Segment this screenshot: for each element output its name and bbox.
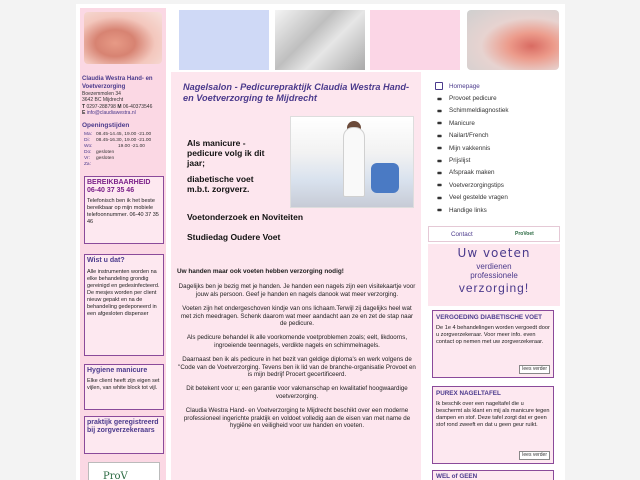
pedicure-photo xyxy=(467,10,559,70)
salon-photo xyxy=(290,116,414,208)
diabetic-foot-text: De 1e 4 behandelingen worden vergoedt door u zorgverzekeraar. Voor meer info. even contact op nemen met uw zorgverzekeraar. xyxy=(436,325,550,345)
header-pink-block xyxy=(370,10,460,70)
street: Boezemmolen 34 xyxy=(82,91,121,97)
nav-bullet-icon xyxy=(437,184,441,186)
hours-time: 19.00 -21.00 xyxy=(118,144,145,149)
nav-schimmeldiagnostiek[interactable] xyxy=(432,105,560,117)
nav-label: Veel gestelde vragen xyxy=(449,194,508,202)
course-line: diabetische voet xyxy=(187,174,254,184)
insurer-box xyxy=(84,416,164,454)
reachability-phone: 06-40 37 35 46 xyxy=(87,187,135,194)
paragraph: Dagelijks ben je bezig met je handen. Je handen een nagels zijn een visitekaartje voor jouw als persoon. Geef je handen en nagels danook wat meer verzorging. xyxy=(178,283,416,298)
slogan-line3: professionele xyxy=(470,271,518,280)
hours-day: Wo: xyxy=(84,144,93,149)
reachability-title: BEREIKBAARHEID xyxy=(87,179,151,186)
main-nav xyxy=(432,80,560,216)
hands-photo xyxy=(84,12,162,64)
hours-day: Za: xyxy=(84,162,91,167)
paragraph: Dit betekent voor u; een garantie voor vakmanschap en kwalitatief hoogwaardige voetverzorging. xyxy=(186,385,408,400)
header-blue-block xyxy=(179,10,269,70)
nav-bullet-icon xyxy=(437,110,441,112)
wel-of-geen-box xyxy=(432,470,554,480)
email-line xyxy=(82,110,166,116)
nav-tips[interactable] xyxy=(432,179,560,191)
diabetic-foot-title: VERGOEDING DIABETISCHE VOET xyxy=(436,314,543,321)
contact-info xyxy=(82,76,166,116)
slogan-line2: verdienen xyxy=(476,262,512,271)
diabetic-foot-box xyxy=(432,310,554,378)
nav-homepage[interactable] xyxy=(432,80,560,92)
treatment-chair xyxy=(371,163,399,193)
nav-label: Handige links xyxy=(449,206,487,214)
contact-bar xyxy=(428,226,560,242)
reachability-box xyxy=(84,176,164,244)
nav-vakkennis[interactable] xyxy=(432,142,560,154)
paragraph: Voeten zijn het ondergeschoven kindje van ons lichaam.Terwijl zij dagelijks heel wat met zich meedragen. Schenk daarom wat meer aandacht aan ze en zet de stap naar de pedicure. xyxy=(180,305,414,328)
nav-provoet-pedicure[interactable] xyxy=(432,92,560,104)
city: 3642 BC Mijdrecht xyxy=(82,97,124,104)
slogan-line4: verzorging! xyxy=(458,281,530,295)
nav-label: Afspraak maken xyxy=(449,169,495,177)
phone-label: T xyxy=(82,103,86,110)
nav-bullet-icon xyxy=(437,159,441,161)
paragraph: Als pedicure behandel ik alle voorkomende voetproblemen zoals; eelt, likdoorns, ingroeiende teennagels, verdikte nagels en schimmelnagels. xyxy=(186,334,408,349)
nav-label: Schimmeldiagnostiek xyxy=(449,107,509,115)
opening-hours xyxy=(84,132,164,168)
mobile-label: M xyxy=(117,103,122,110)
nav-label: Mijn vakkennis xyxy=(449,144,491,152)
slogan-line1: Uw voeten xyxy=(457,246,531,260)
nav-prijslijst[interactable] xyxy=(432,154,560,166)
nav-label: Provoet pedicure xyxy=(449,95,497,103)
hours-time: gesloten xyxy=(96,150,115,155)
nav-label: Manicure xyxy=(449,119,475,127)
hours-day: Ma: xyxy=(84,132,92,137)
nav-label: Voetverzorgingstips xyxy=(449,181,504,189)
nav-bullet-icon xyxy=(437,97,441,99)
read-more-button[interactable]: lees verder xyxy=(519,365,550,374)
did-you-know-text: Alle instrumenten worden na elke behandeling grondig gereinigd en gedesinfecteerd. De mesjes worden per client nieuw gepakt en na de behandeling gedeponeerd in een afgesloten dispenser xyxy=(87,269,160,317)
person-body xyxy=(343,127,365,197)
course-line: Voetonderzoek en Noviteiten xyxy=(187,212,304,222)
email-label: E xyxy=(82,109,86,116)
nav-label: Prijslijst xyxy=(449,157,471,165)
hours-time: 08.45-14.45, 19.00 -21.00 xyxy=(96,132,152,137)
nav-bullet-icon xyxy=(437,172,441,174)
intro-text xyxy=(177,268,417,437)
page xyxy=(76,4,565,480)
purex-text: Ik beschik over een nageltafel die u beschermt als klant en mij als manicure tegen dampen en stof. Deze tafel zorgt dat er geen stof rond zweeft en dat u geen geur ruikt. xyxy=(436,401,550,428)
hygiene-box xyxy=(84,364,164,410)
course-line: Als manicure - xyxy=(187,138,246,148)
provoet-small-logo[interactable]: ProVoet xyxy=(515,231,534,237)
nav-afspraak[interactable] xyxy=(432,167,560,179)
provoet-logo-mark: ProV xyxy=(103,471,128,480)
provoet-logo[interactable] xyxy=(88,462,160,480)
hours-time: gesloten xyxy=(96,156,115,161)
phone: 0297-288798 xyxy=(86,103,116,110)
hours-title: Openingstijden xyxy=(82,122,130,129)
hygiene-text: Elke client heeft zijn eigen set vijlen, van white block tot vijl. xyxy=(87,378,160,391)
mobile: 06-40373546 xyxy=(122,103,153,110)
main-content xyxy=(171,72,421,480)
intro-heading: Uw handen maar ook voeten hebben verzorging nodig! xyxy=(177,268,344,275)
nav-bullet-icon xyxy=(437,147,441,149)
nav-manicure[interactable] xyxy=(432,117,560,129)
nav-nailart[interactable] xyxy=(432,130,560,142)
course-line: Studiedag Oudere Voet xyxy=(187,232,281,242)
purex-title: PUREX NAGELTAFEL xyxy=(436,390,501,397)
nav-bullet-icon xyxy=(435,82,443,90)
nav-faq[interactable] xyxy=(432,192,560,204)
business-name-line2: Voetverzorging xyxy=(82,83,126,90)
nav-links[interactable] xyxy=(432,204,560,216)
nav-bullet-icon xyxy=(437,122,441,124)
read-more-button[interactable]: lees verder xyxy=(519,451,550,460)
course-line: jaar; xyxy=(187,158,205,168)
manicure-photo xyxy=(275,10,365,70)
contact-link[interactable]: Contact xyxy=(451,231,473,238)
hours-row xyxy=(84,162,164,168)
did-you-know-title: Wist u dat? xyxy=(87,257,125,264)
purex-box xyxy=(432,386,554,464)
nav-bullet-icon xyxy=(437,135,441,137)
paragraph: Daarnaast ben ik als pedicure in het bezit van geldige diploma's en werk volgens de "Code van de Voetverzorging. Tevens ben ik lid van de branche-organisatie Provoet en is mijn bedrijf Procert gecertificeerd. xyxy=(178,356,416,379)
hours-day: Vr: xyxy=(84,156,90,161)
hours-time: 08.45-16.30, 19.00 -21.00 xyxy=(96,138,152,143)
hours-day: Di: xyxy=(84,138,90,143)
paragraph: Claudia Westra Hand- en Voetverzorging te Mijdrecht beschikt over een moderne professioneel ingerichte praktijk en voldoet volledig aan de eisen van met name de hygiëne en veiligheid voor uw handen en voeten. xyxy=(183,407,411,430)
nav-bullet-icon xyxy=(437,209,441,211)
nav-label: Nailart/French xyxy=(449,132,489,140)
nav-label: Homepage xyxy=(449,82,480,90)
course-line: pedicure volg ik dit xyxy=(187,148,265,158)
reachability-text: Telefonisch ben ik het beste bereikbaar op mijn mobiele telefoonnummer. 06-40 37 35 46 xyxy=(87,198,159,225)
page-title: Nagelsalon - Pedicurepraktijk Claudia Westra Hand- en Voetverzorging te Mijdrecht xyxy=(183,82,410,103)
business-name-line1: Claudia Westra Hand- en xyxy=(82,76,153,82)
courses-list xyxy=(187,138,287,194)
hours-day: Do: xyxy=(84,150,92,155)
insurer-title: praktijk geregistreerd bij zorgverzekeraars xyxy=(87,419,159,434)
wel-of-geen-title: WEL of GEEN xyxy=(436,473,478,480)
did-you-know-box xyxy=(84,254,164,356)
promo-slogan xyxy=(428,244,560,306)
course-line: m.b.t. zorgverz. xyxy=(187,184,250,194)
hygiene-title: Hygiene manicure xyxy=(87,367,148,374)
email-link[interactable]: info@claudiawestra.nl xyxy=(86,109,136,116)
nav-bullet-icon xyxy=(437,197,441,199)
